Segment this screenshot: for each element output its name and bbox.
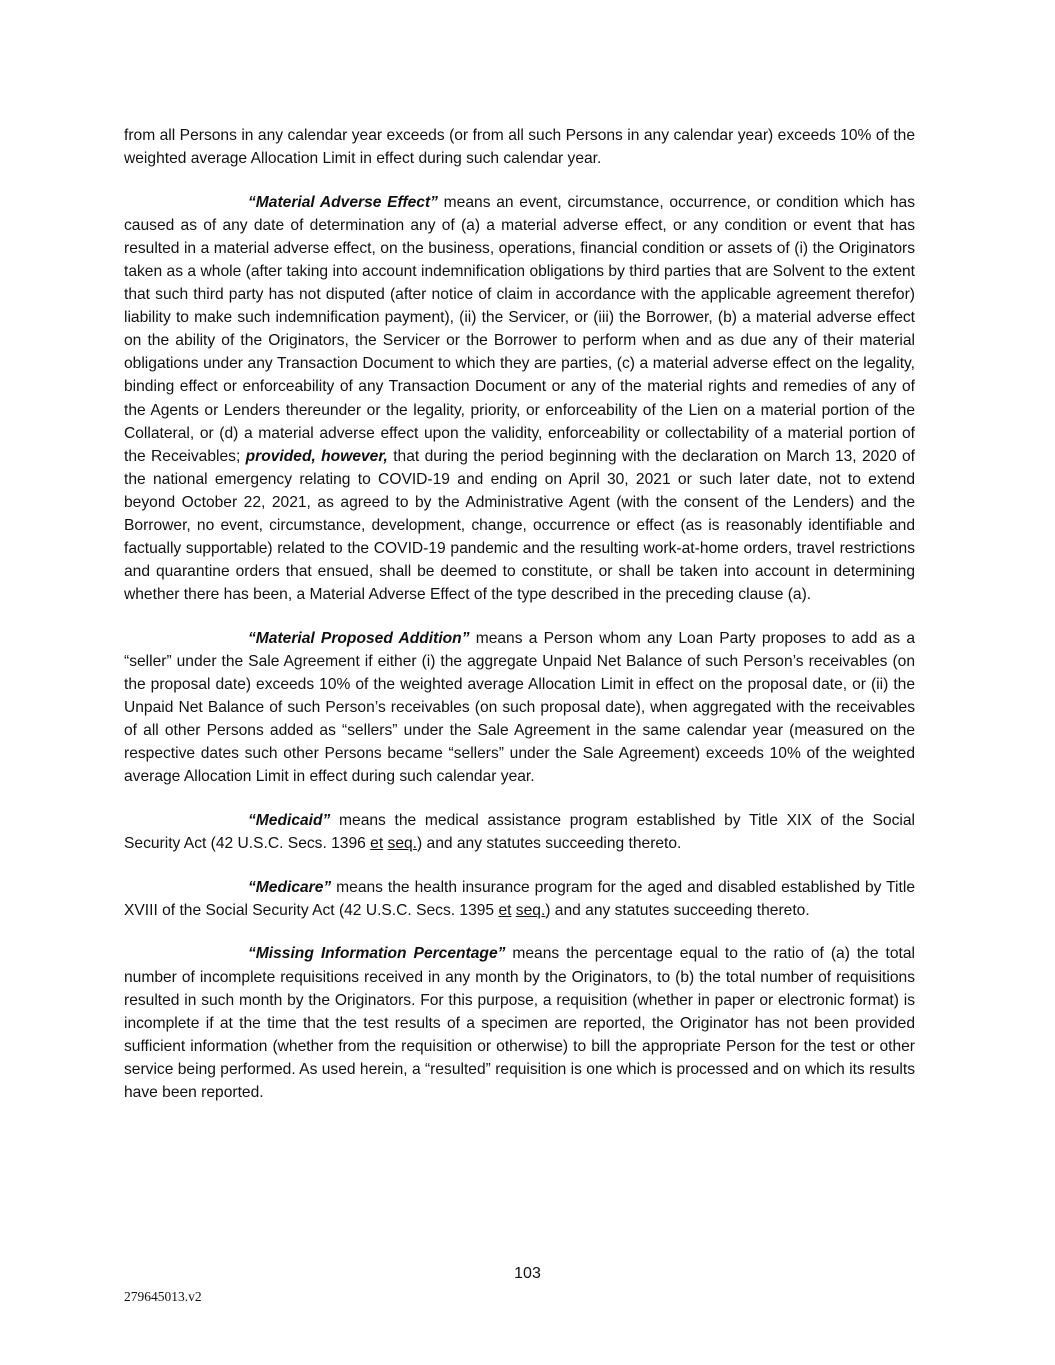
definition-text-continued: ) and any statutes succeeding thereto. bbox=[417, 835, 682, 853]
continuation-paragraph bbox=[124, 124, 915, 170]
document-id: 279645013.v2 bbox=[124, 1289, 202, 1304]
et-underlined: et bbox=[498, 901, 512, 919]
seq-underlined: seq. bbox=[387, 835, 417, 853]
definition-text: means the health insurance program for the aged and disabled established by Title XVIII of the Social Security Act (42 U.S.C. Secs. 1395 bbox=[124, 878, 915, 919]
definition-material-proposed-addition bbox=[124, 627, 915, 789]
defined-term: “Medicare” bbox=[248, 878, 332, 896]
defined-term: “Material Adverse Effect” bbox=[248, 193, 438, 211]
definition-medicaid bbox=[124, 809, 915, 855]
page-body bbox=[124, 124, 915, 1125]
proviso-text: provided, however, bbox=[245, 447, 388, 465]
definition-text-continued: that during the period beginning with the declaration on March 13, 2020 of the national emergency relating to COVID-19 and ending on April 30, 2021 or such later date, not to extend beyond October 22, 2021, as agreed to by the Administrative Agent (with the consent of the Lenders) and the Borrower, no event, circumstance, development, change, occurrence or effect (as is reasonably identifiable and factually supportable) related to the COVID-19 pandemic and the resulting work-at-home orders, travel restrictions and quarantine orders that ensued, shall be deemed to constitute, or shall be taken into account in determining whether there has been, a Material Adverse Effect of the type described in the preceding clause (a). bbox=[124, 447, 916, 604]
definition-text-continued: ) and any statutes succeeding thereto. bbox=[545, 901, 810, 919]
defined-term: “Medicaid” bbox=[248, 812, 331, 830]
definition-medicare bbox=[124, 876, 915, 922]
continuation-text: from all Persons in any calendar year exceeds (or from all such Persons in any calendar year) exceeds 10% of the weighted average Allocation Limit in effect during such calendar year. bbox=[124, 127, 915, 168]
et-underlined: et bbox=[370, 835, 384, 853]
definition-text: means an event, circumstance, occurrence, or condition which has caused as of any date of determination any of (a) a material adverse effect, or any condition or event that has resulted in a material adverse effect, on the business, operations, financial condition or assets of (i) the Originators taken as a whole (after taking into account indemnification obligations by third parties that are Solvent to the extent that such third party has not disputed (after notice of claim in accordance with the applicable agreement therefor) liability to make such indemnification payment), (ii) the Servicer, or (iii) the Borrower, (b) a material adverse effect on the ability of the Originators, the Servicer or the Borrower to perform when and as due any of their material obligations under any Transaction Document to which they are parties, (c) a material adverse effect on the legality, binding effect or enforceability of any Transaction Document or any of the material rights and remedies of any of the Agents or Lenders thereunder or the legality, priority, or enforceability of the Lien on a material portion of the Collateral, or (d) a material adverse effect upon the validity, enforceability or collectability of a material portion of the Receivables; bbox=[124, 193, 915, 465]
definition-text: means the percentage equal to the ratio of (a) the total number of incomplete requisitions received in any month by the Originators, to (b) the total number of requisitions resulted in such month by the Originators. For this purpose, a requisition (whether in paper or electronic format) is incomplete if at the time that the test results of a specimen are reported, the Originator has not been provided sufficient information (whether from the requisition or otherwise) to bill the appropriate Person for the test or other service being performed. As used herein, a “resulted” requisition is one which is processed and on which its results have been reported. bbox=[124, 945, 915, 1101]
defined-term: “Material Proposed Addition” bbox=[248, 629, 470, 647]
definition-text: means a Person whom any Loan Party proposes to add as a “seller” under the Sale Agreement if either (i) the aggregate Unpaid Net Balance of such Person’s receivables (on the proposal date) exceeds 10% of the weighted average Allocation Limit in effect on the proposal date, or (ii) the Unpaid Net Balance of such Person’s receivables (on such proposal date), when aggregated with the receivables of all other Persons added as “sellers” under the Sale Agreement in the same calendar year (measured on the respective dates such other Persons became “sellers” under the Sale Agreement) exceeds 10% of the weighted average Allocation Limit in effect during such calendar year. bbox=[124, 629, 915, 786]
defined-term: “Missing Information Percentage” bbox=[248, 945, 506, 963]
seq-underlined: seq. bbox=[515, 901, 546, 919]
definition-material-adverse-effect bbox=[124, 191, 915, 607]
page-number: 103 bbox=[514, 1265, 541, 1282]
definition-text: means the medical assistance program established by Title XIX of the Social Security Act (42 U.S.C. Secs. 1396 bbox=[124, 812, 915, 853]
definition-missing-information-percentage bbox=[124, 942, 915, 1104]
